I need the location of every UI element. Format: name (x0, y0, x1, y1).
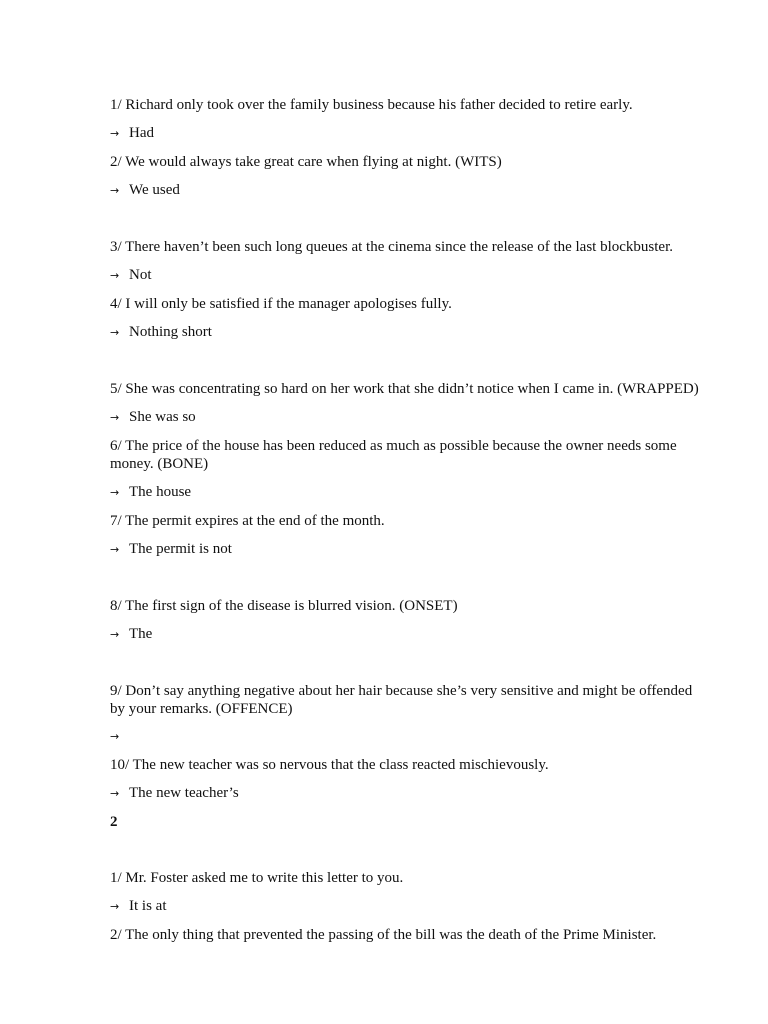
question-7: 7/ The permit expires at the end of the month. (110, 513, 385, 529)
arrow-icon: → (110, 127, 120, 140)
section2-question-1: 1/ Mr. Foster asked me to write this letter to you. (110, 870, 404, 886)
arrow-icon: → (110, 628, 120, 641)
question-9: 9/ Don’t say anything negative about her hair because she’s very sensitive and might be offended by your remarks. (OFFENCE) (110, 683, 693, 717)
arrow-icon: → (110, 184, 120, 197)
arrow-icon: → (110, 900, 120, 913)
section2-answer-1-text: It is at (129, 898, 167, 914)
arrow-icon: → (110, 486, 120, 499)
answer-4 (110, 323, 700, 342)
question-2: 2/ We would always take great care when flying at night. (WITS) (110, 154, 502, 170)
answer-1-text: Had (129, 125, 154, 141)
question-1: 1/ Richard only took over the family business because his father decided to retire early. (110, 97, 633, 113)
question-6: 6/ The price of the house has been reduced as much as possible because the owner needs some money. (BONE) (110, 438, 677, 472)
arrow-icon: → (110, 269, 120, 282)
answer-3-text: Not (129, 267, 152, 283)
answer-6 (110, 483, 700, 502)
answer-5-text: She was so (129, 409, 196, 425)
answer-6-text: The house (129, 484, 192, 500)
section-number: 2 (110, 814, 118, 830)
answer-9 (110, 728, 700, 746)
answer-8 (110, 625, 700, 644)
arrow-icon: → (110, 730, 120, 743)
question-3: 3/ There haven’t been such long queues at the cinema since the release of the last blockbuster. (110, 239, 673, 255)
answer-10-text: The new teacher’s (129, 785, 239, 801)
answer-5 (110, 408, 700, 427)
arrow-icon: → (110, 411, 120, 424)
section2-answer-1 (110, 897, 700, 916)
answer-2-text: We used (129, 182, 180, 198)
question-4: 4/ I will only be satisfied if the manager apologises fully. (110, 296, 452, 312)
question-5: 5/ She was concentrating so hard on her work that she didn’t notice when I came in. (WRAPPED) (110, 381, 699, 397)
answer-8-text: The (129, 626, 153, 642)
answer-1 (110, 124, 700, 143)
answer-4-text: Nothing short (129, 324, 212, 340)
answer-2 (110, 181, 700, 200)
arrow-icon: → (110, 543, 120, 556)
document-page (110, 96, 700, 954)
question-10: 10/ The new teacher was so nervous that the class reacted mischievously. (110, 757, 549, 773)
answer-10 (110, 784, 700, 803)
answer-7 (110, 540, 700, 559)
section2-question-2: 2/ The only thing that prevented the passing of the bill was the death of the Prime Minister. (110, 927, 657, 943)
answer-3 (110, 266, 700, 285)
question-8: 8/ The first sign of the disease is blurred vision. (ONSET) (110, 598, 458, 614)
arrow-icon: → (110, 787, 120, 800)
answer-7-text: The permit is not (129, 541, 232, 557)
arrow-icon: → (110, 326, 120, 339)
